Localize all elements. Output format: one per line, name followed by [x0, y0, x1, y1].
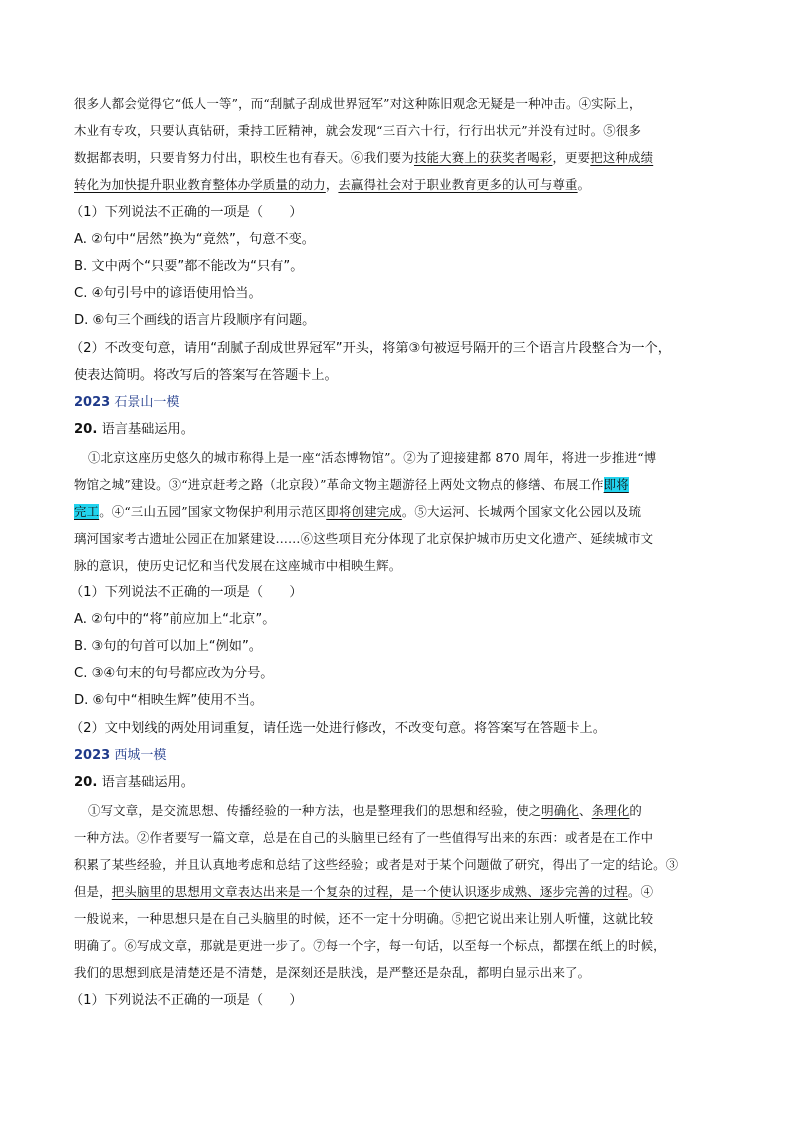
passage-text: 脉的意识，使历史记忆和当代发展在这座城市中相映生辉。: [74, 558, 402, 573]
passage-line: [74, 557, 401, 575]
passage-text: 很多人都会觉得它“低人一等”，而“刮腻子刮成世界冠军”对这种陈旧观念无疑是一种冲击。④实际上，: [74, 96, 642, 111]
option-c: C. ③④句末的句号都应改为分号。: [74, 666, 274, 681]
passage-line: [88, 802, 642, 820]
question-number: 20.: [74, 422, 98, 437]
highlighted-phrase: 完工: [74, 504, 100, 519]
exam-year: 2023: [74, 748, 111, 763]
option-a: A. ②句中的“将”前应加上“北京”。: [74, 612, 276, 627]
option-d: D. ⑥句中“相映生辉”使用不当。: [74, 693, 264, 708]
passage-text: 但是，: [74, 884, 112, 899]
passage-text: 一般说来，一种思想只是在自己头脑里的时候，还不一定十分明确。⑤把它说出来让别人听懂，这就比较: [74, 911, 654, 926]
passage-text: ，更要: [552, 150, 591, 165]
passage-text: ，: [325, 177, 339, 192]
passage-line: [74, 964, 590, 982]
question-2-stem: （2）文中划线的两处用词重复，请任选一处进行修改，不改变句意。将答案写在答题卡上。: [70, 721, 606, 736]
option-c: C. ④句引号中的谚语使用恰当。: [74, 286, 262, 301]
underlined-phrase: 条理化: [591, 803, 630, 818]
underlined-phrase: 明确化: [541, 803, 580, 818]
passage-text: 。④“三山五园”国家文物保护利用示范区: [99, 504, 327, 519]
passage-line: [74, 883, 653, 901]
passage-text: ①写文章，是交流思想、传播经验的一种方法，也是整理我们的思想和经验，使之: [88, 803, 542, 818]
question-title: 语言基础运用。: [97, 422, 194, 437]
passage-line: [74, 937, 666, 955]
question-number: 20.: [74, 775, 98, 790]
passage-text: 。⑤大运河、长城两个国家文化公园以及琉: [401, 504, 642, 519]
underlined-phrase: 把这种成绩: [590, 150, 654, 165]
passage-text: 明确了。⑥写成文章，那就是更进一步了。⑦每一个字，每一句话，以至每一个标点，都摆在纸上的时候，: [74, 938, 666, 953]
passage-text: 、: [579, 803, 592, 818]
question-1-stem: （1）下列说法不正确的一项是（ ）: [70, 205, 303, 220]
passage-text: 一种方法。②作者要写一篇文章，总是在自己的头脑里已经有了一些值得写出来的东西：或者是在工作中: [74, 830, 654, 845]
underlined-phrase: 把头脑里的思想用文章表达出来是一个复杂的过程，是一个使认识逐步成熟、逐步完善的过程: [111, 884, 628, 899]
option-d: D. ⑥句三个画线的语言片段顺序有问题。: [74, 313, 316, 328]
option-b: B. ③句的句首可以加上“例如”。: [74, 639, 262, 654]
underlined-phrase: 技能大赛上的获奖者喝彩: [413, 150, 553, 165]
question-number-heading: [74, 774, 194, 792]
underlined-phrase: 转化为加快提升职业教育整体办学质量的动力: [74, 177, 326, 192]
question-2-stem: （2）不改变句意，请用“刮腻子刮成世界冠军”开头，将第③句被逗号隔开的三个语言片段整合为一个，: [70, 341, 671, 356]
passage-text: 我们的思想到底是清楚还是不清楚，是深刻还是肤浅，是严整还是杂乱，都明白显示出来了。: [74, 965, 591, 980]
exam-source-heading: [74, 747, 166, 765]
passage-line: [74, 503, 641, 521]
passage-line: [74, 95, 642, 113]
exam-name: 西城一模: [110, 748, 167, 763]
question-1-stem: （1）下列说法不正确的一项是（ ）: [70, 585, 303, 600]
passage-text: ①北京这座历史悠久的城市称得上是一座“活态博物馆”。②为了迎接建都 870 周年，将进一步推进“博: [88, 450, 657, 465]
option-a: A. ②句中“居然”换为“竟然”，句意不变。: [74, 232, 315, 247]
passage-text: 。: [577, 177, 591, 192]
question-2-stem-cont: 使表达简明。将改写后的答案写在答题卡上。: [74, 368, 338, 383]
option-b: B. 文中两个“只要”都不能改为“只有”。: [74, 259, 304, 274]
passage-text: 数据都表明，只要肯努力付出，职校生也有春天。⑥我们要为: [74, 150, 414, 165]
passage-text: 物馆之城”建设。③“进京赶考之路（北京段）”革命文物主题游径上两处文物点的修缮、布展工作: [74, 477, 604, 492]
exam-year: 2023: [74, 395, 111, 410]
question-1-stem: （1）下列说法不正确的一项是（ ）: [70, 993, 303, 1008]
question-number-heading: [74, 421, 194, 439]
passage-line: [88, 449, 656, 467]
passage-line: [74, 829, 653, 847]
passage-text: 积累了某些经验，并且认真地考虑和总结了这些经验；或者是对于某个问题做了研究，得出了一定的结论。③: [74, 857, 679, 872]
passage-line: [74, 149, 653, 167]
highlighted-phrase: 即将: [603, 477, 629, 492]
question-title: 语言基础运用。: [97, 775, 194, 790]
passage-line: [74, 176, 590, 194]
passage-text: 的: [629, 803, 643, 818]
passage-text: 。④: [628, 884, 654, 899]
passage-text: 璃河国家考古遗址公园正在加紧建设……⑥这些项目充分体现了北京保护城市历史文化遗产、延续城市文: [74, 531, 654, 546]
passage-line: [74, 856, 678, 874]
passage-line: [74, 476, 629, 494]
exam-source-heading: [74, 394, 179, 412]
passage-text: 木业有专攻，只要认真钻研，秉持工匠精神，就会发现“三百六十行，行行出状元”并没有过时。⑤很多: [74, 123, 642, 138]
passage-line: [74, 910, 653, 928]
passage-line: [74, 122, 641, 140]
underlined-phrase: 去赢得社会对于职业教育更多的认可与尊重: [338, 177, 578, 192]
underlined-phrase: 即将创建完成: [326, 504, 402, 519]
exam-name: 石景山一模: [110, 395, 180, 410]
passage-line: [74, 530, 653, 548]
